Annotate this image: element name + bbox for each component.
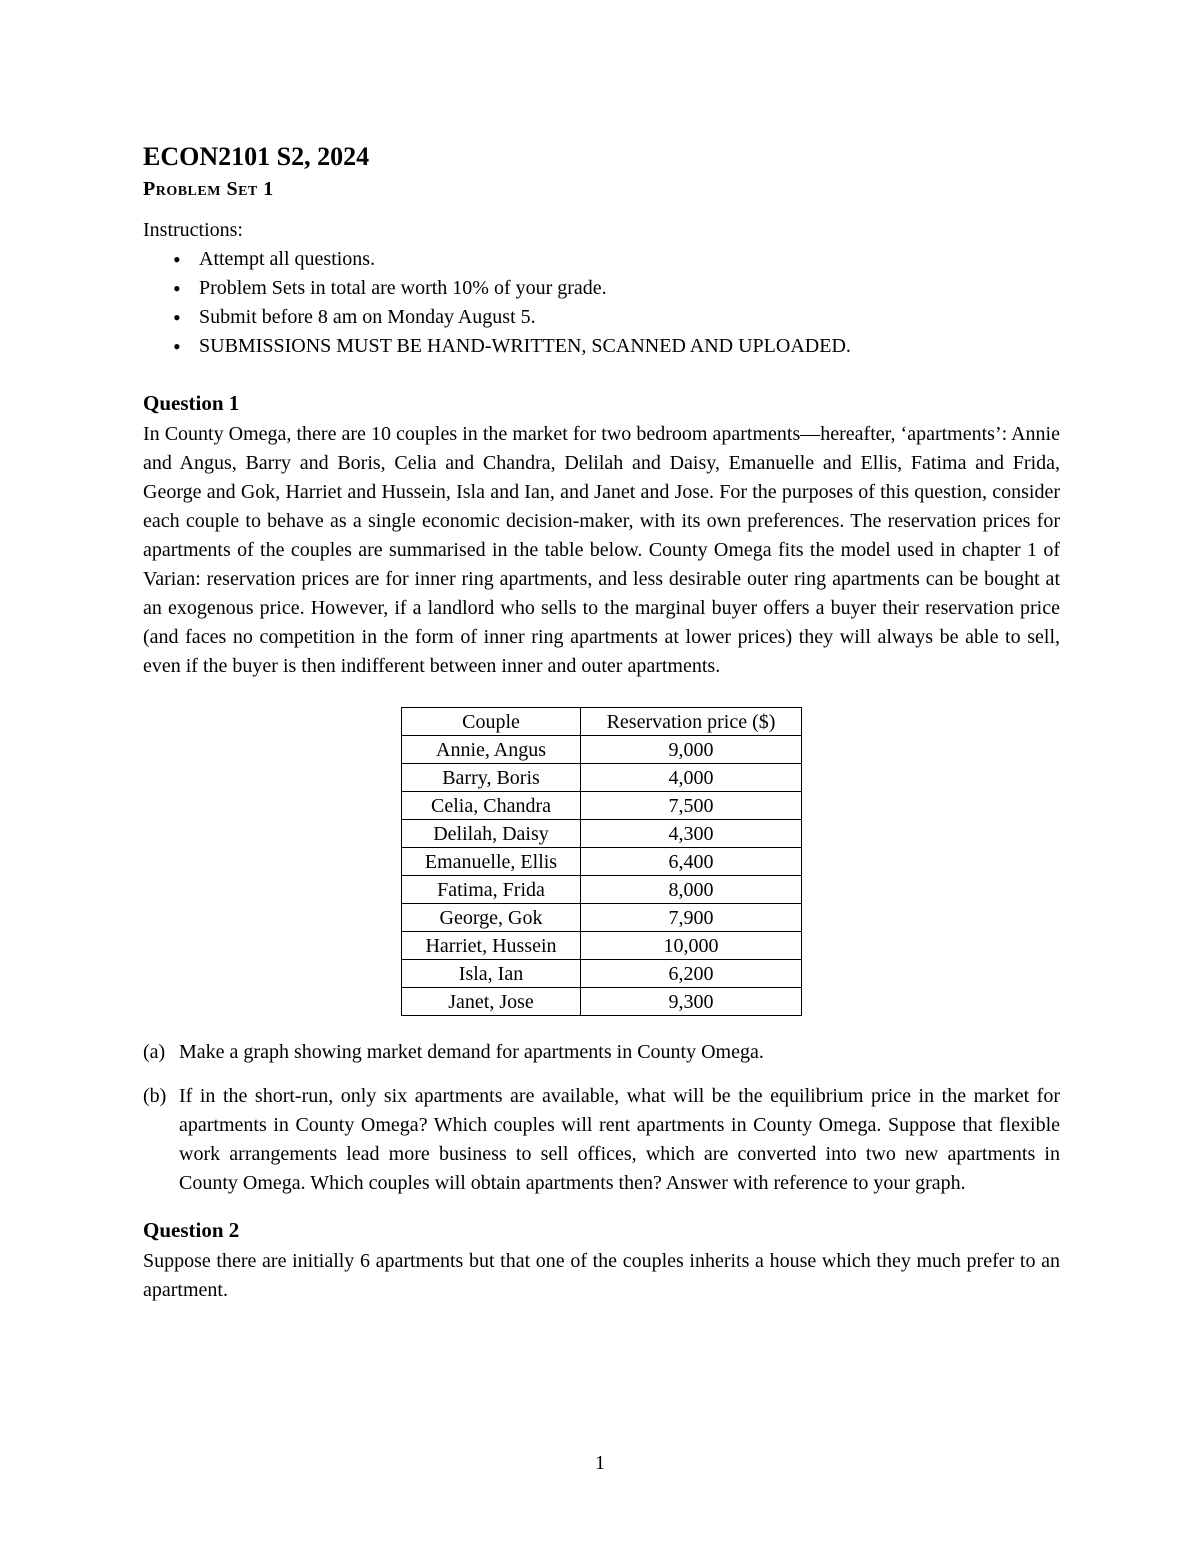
- price-cell: 4,000: [581, 764, 802, 792]
- couple-cell: Celia, Chandra: [402, 792, 581, 820]
- price-cell: 9,300: [581, 988, 802, 1016]
- document-subtitle: Problem Set 1: [143, 178, 274, 200]
- question-2-body: Suppose there are initially 6 apartments but that one of the couples inherits a house which they much prefer to an apartment.: [143, 1250, 1060, 1301]
- page-number: 1: [595, 1452, 605, 1474]
- couple-cell: Isla, Ian: [402, 960, 581, 988]
- table-row: [402, 820, 802, 848]
- price-cell: 4,300: [581, 820, 802, 848]
- document-page: [143, 140, 1060, 1305]
- couple-cell: Barry, Boris: [402, 764, 581, 792]
- question-1-heading: Question 1: [143, 391, 240, 415]
- table-row: [402, 932, 802, 960]
- instruction-item: • Problem Sets in total are worth 10% of your grade.: [173, 274, 1060, 303]
- table-row: [402, 988, 802, 1016]
- instruction-item: • Attempt all questions.: [173, 245, 1060, 274]
- price-cell: 6,400: [581, 848, 802, 876]
- question-part-a: [143, 1038, 1060, 1067]
- column-header-couple: Couple: [402, 708, 581, 736]
- instructions-label: Instructions:: [143, 219, 243, 241]
- couple-cell: Annie, Angus: [402, 736, 581, 764]
- table-row: [402, 848, 802, 876]
- part-label: (a): [143, 1041, 166, 1063]
- table-row: [402, 792, 802, 820]
- couple-cell: Janet, Jose: [402, 988, 581, 1016]
- instruction-item: • SUBMISSIONS MUST BE HAND-WRITTEN, SCANNED AND UPLOADED.: [173, 332, 1060, 361]
- table-row: [402, 960, 802, 988]
- table-row: [402, 876, 802, 904]
- instructions-list: [143, 245, 1060, 361]
- price-cell: 7,500: [581, 792, 802, 820]
- question-part-b: [143, 1082, 1060, 1198]
- question-1-body: In County Omega, there are 10 couples in the market for two bedroom apartments—hereafter, ‘apartments’: Annie and Angus, Barry and Boris, Celia and Chandra, Delilah and Daisy, Emanuelle and Ellis, Fatima and Frida, George and Gok, Harriet and Hussein, Isla and Ian, and Janet and Jose. For the purposes of this question, consider each couple to behave as a single economic decision-maker, with its own preferences. The reservation prices for apartments of the couples are summarised in the table below. County Omega fits the model used in chapter 1 of Varian: reservation prices are for inner ring apartments, and less desirable outer ring apartments can be bought at an exogenous price. However, if a landlord who sells to the marginal buyer offers a buyer their reservation price (and faces no competition in the form of inner ring apartments at lower prices) they will always be able to sell, even if the buyer is then indifferent between inner and outer apartments.: [143, 423, 1060, 677]
- price-cell: 10,000: [581, 932, 802, 960]
- instruction-item: • Submit before 8 am on Monday August 5.: [173, 303, 1060, 332]
- document-title: ECON2101 S2, 2024: [143, 142, 370, 171]
- table-row: [402, 736, 802, 764]
- table-row: [402, 764, 802, 792]
- column-header-price: Reservation price ($): [581, 708, 802, 736]
- part-label: (b): [143, 1085, 167, 1107]
- part-text: Make a graph showing market demand for apartments in County Omega.: [179, 1041, 764, 1063]
- couple-cell: Emanuelle, Ellis: [402, 848, 581, 876]
- part-text: If in the short-run, only six apartments are available, what will be the equilibrium price in the market for apartments in County Omega? Which couples will rent apartments in County Omega. Suppose that flexible work arrangements lead more business to sell offices, which are converted into two new apartments in County Omega. Which couples will obtain apartments then? Answer with reference to your graph.: [179, 1085, 1060, 1194]
- question-1-parts: [143, 1038, 1060, 1198]
- question-2-heading: Question 2: [143, 1218, 240, 1242]
- price-cell: 8,000: [581, 876, 802, 904]
- price-cell: 7,900: [581, 904, 802, 932]
- couple-cell: Delilah, Daisy: [402, 820, 581, 848]
- price-cell: 9,000: [581, 736, 802, 764]
- price-cell: 6,200: [581, 960, 802, 988]
- reservation-price-table: [401, 707, 802, 1016]
- table-header-row: [402, 708, 802, 736]
- table-row: [402, 904, 802, 932]
- table-body: [402, 736, 802, 1016]
- couple-cell: Fatima, Frida: [402, 876, 581, 904]
- couple-cell: George, Gok: [402, 904, 581, 932]
- couple-cell: Harriet, Hussein: [402, 932, 581, 960]
